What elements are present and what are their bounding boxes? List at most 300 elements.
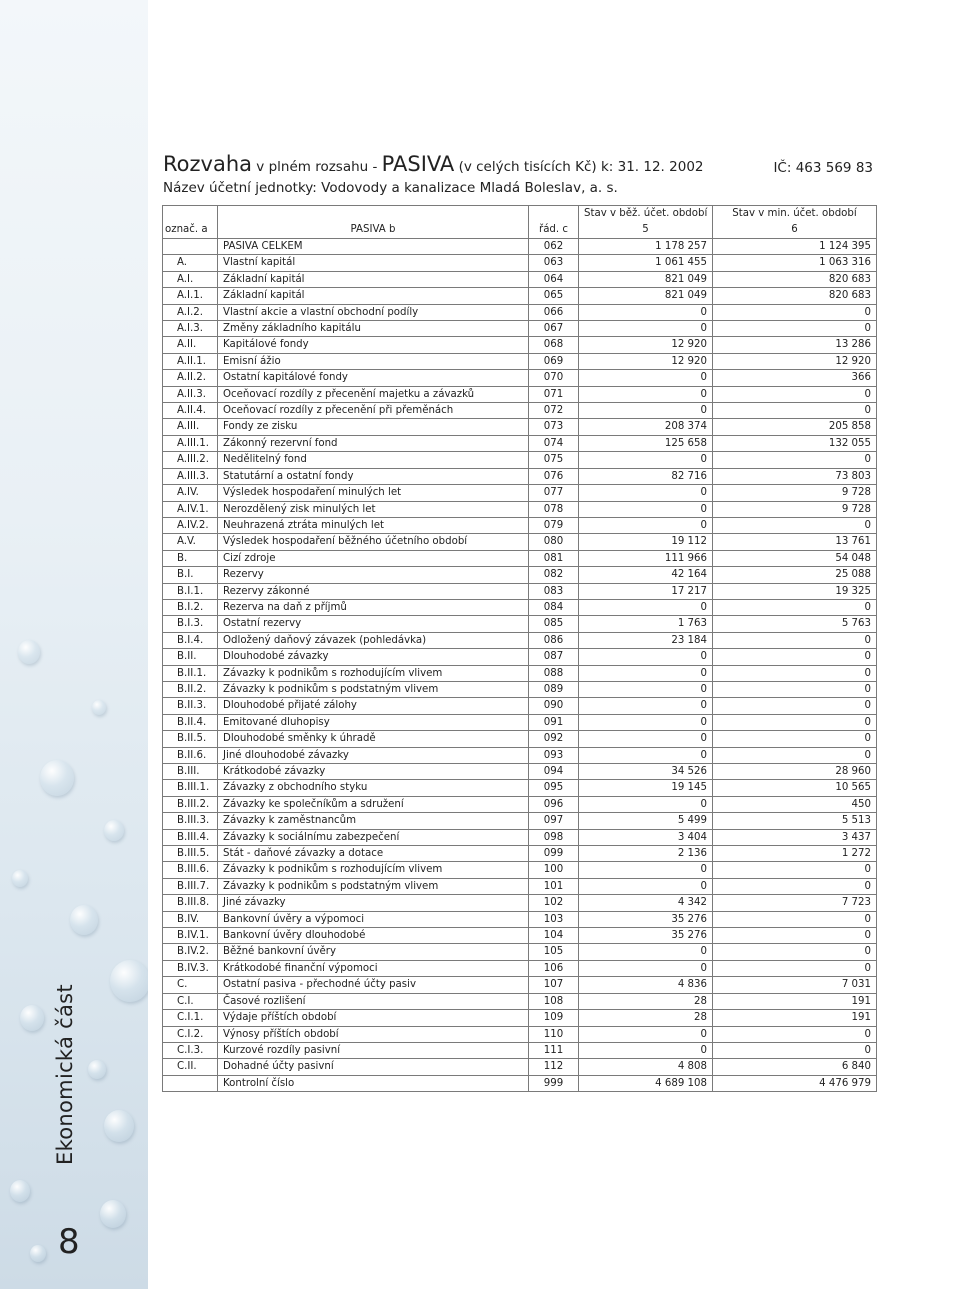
row-previous-value: 12 920: [713, 353, 877, 369]
row-previous-value: 0: [713, 649, 877, 665]
row-current-value: 0: [579, 304, 713, 320]
row-name: Závazky z obchodního styku: [218, 780, 529, 796]
row-previous-value: 6 840: [713, 1059, 877, 1075]
table-row: [163, 567, 877, 583]
row-current-value: 82 716: [579, 468, 713, 484]
row-mark: A.IV.1.: [163, 501, 218, 517]
row-number: 097: [529, 813, 579, 829]
row-name: Závazky k podnikům s podstatným vlivem: [218, 878, 529, 894]
row-mark: B.III.8.: [163, 895, 218, 911]
row-name: Dlouhodobé závazky: [218, 649, 529, 665]
row-number: 078: [529, 501, 579, 517]
row-name: Nerozdělený zisk minulých let: [218, 501, 529, 517]
water-drop-icon: [88, 1060, 106, 1079]
row-mark: B.III.6.: [163, 862, 218, 878]
page-title: [163, 152, 873, 176]
row-number: 066: [529, 304, 579, 320]
row-number: 090: [529, 698, 579, 714]
row-previous-value: 0: [713, 747, 877, 763]
row-name: Jiné dlouhodobé závazky: [218, 747, 529, 763]
row-current-value: 0: [579, 698, 713, 714]
row-current-value: 0: [579, 403, 713, 419]
row-previous-value: 0: [713, 731, 877, 747]
header-name: PASIVA b: [218, 222, 529, 239]
row-current-value: 0: [579, 878, 713, 894]
table-row: [163, 550, 877, 566]
table-row: [163, 353, 877, 369]
row-number: 079: [529, 517, 579, 533]
row-mark: B.II.3.: [163, 698, 218, 714]
row-previous-value: 205 858: [713, 419, 877, 435]
table-row: [163, 649, 877, 665]
row-mark: B.III.4.: [163, 829, 218, 845]
row-previous-value: 0: [713, 452, 877, 468]
water-drop-icon: [30, 1245, 46, 1262]
table-row: [163, 911, 877, 927]
row-previous-value: 366: [713, 370, 877, 386]
decorative-sidebar: [0, 0, 148, 1289]
row-number: 105: [529, 944, 579, 960]
row-previous-value: 0: [713, 321, 877, 337]
table-row: [163, 796, 877, 812]
table-row: [163, 862, 877, 878]
table-row: [163, 239, 877, 255]
water-drop-icon: [100, 1200, 126, 1228]
row-mark: B.IV.2.: [163, 944, 218, 960]
header-current-period: Stav v běž. účet. období: [579, 206, 713, 223]
table-header-row: [163, 206, 877, 223]
water-drop-icon: [104, 1110, 134, 1142]
row-current-value: 28: [579, 993, 713, 1009]
row-current-value: 0: [579, 960, 713, 976]
table-row: [163, 288, 877, 304]
table-row: [163, 370, 877, 386]
row-number: 104: [529, 928, 579, 944]
row-previous-value: 0: [713, 403, 877, 419]
row-current-value: 5 499: [579, 813, 713, 829]
row-number: 069: [529, 353, 579, 369]
row-mark: B.: [163, 550, 218, 566]
row-previous-value: 1 063 316: [713, 255, 877, 271]
water-drop-icon: [110, 960, 148, 1002]
row-current-value: 1 178 257: [579, 239, 713, 255]
row-previous-value: 13 286: [713, 337, 877, 353]
row-number: 084: [529, 599, 579, 615]
row-name: Dohadné účty pasivní: [218, 1059, 529, 1075]
row-current-value: 1 763: [579, 616, 713, 632]
row-number: 081: [529, 550, 579, 566]
row-mark: A.II.: [163, 337, 218, 353]
row-current-value: 0: [579, 452, 713, 468]
row-mark: B.I.4.: [163, 632, 218, 648]
row-name: Bankovní úvěry a výpomoci: [218, 911, 529, 927]
row-number: 072: [529, 403, 579, 419]
row-name: Časové rozlišení: [218, 993, 529, 1009]
row-number: 074: [529, 435, 579, 451]
row-current-value: 0: [579, 665, 713, 681]
water-drop-icon: [70, 905, 98, 935]
row-number: 110: [529, 1026, 579, 1042]
row-number: 073: [529, 419, 579, 435]
row-previous-value: 820 683: [713, 288, 877, 304]
header-previous-period: Stav v min. účet. období: [713, 206, 877, 223]
row-name: Běžné bankovní úvěry: [218, 944, 529, 960]
row-number: 065: [529, 288, 579, 304]
row-mark: [163, 239, 218, 255]
row-previous-value: 0: [713, 681, 877, 697]
row-mark: B.III.3.: [163, 813, 218, 829]
table-row: [163, 1042, 877, 1058]
row-mark: B.IV.1.: [163, 928, 218, 944]
row-number: 089: [529, 681, 579, 697]
title-mid: v plném rozsahu -: [252, 159, 382, 175]
row-number: 109: [529, 1010, 579, 1026]
row-name: Jiné závazky: [218, 895, 529, 911]
row-mark: A.I.: [163, 271, 218, 287]
row-mark: B.II.6.: [163, 747, 218, 763]
row-current-value: 0: [579, 796, 713, 812]
row-current-value: 111 966: [579, 550, 713, 566]
row-mark: B.IV.3.: [163, 960, 218, 976]
row-current-value: 0: [579, 731, 713, 747]
table-row: [163, 452, 877, 468]
row-previous-value: 820 683: [713, 271, 877, 287]
row-current-value: 4 836: [579, 977, 713, 993]
row-name: Emisní ážio: [218, 353, 529, 369]
row-name: Oceňovací rozdíly z přecenění majetku a závazků: [218, 386, 529, 402]
header-col6: 6: [713, 222, 877, 239]
row-number: 080: [529, 534, 579, 550]
row-previous-value: 0: [713, 665, 877, 681]
row-current-value: 12 920: [579, 353, 713, 369]
row-name: Zákonný rezervní fond: [218, 435, 529, 451]
row-name: Krátkodobé finanční výpomoci: [218, 960, 529, 976]
table-row: [163, 304, 877, 320]
row-name: Cizí zdroje: [218, 550, 529, 566]
row-number: 088: [529, 665, 579, 681]
row-previous-value: 10 565: [713, 780, 877, 796]
row-name: Rezerva na daň z příjmů: [218, 599, 529, 615]
row-previous-value: 191: [713, 1010, 877, 1026]
row-mark: B.III.7.: [163, 878, 218, 894]
row-previous-value: 0: [713, 599, 877, 615]
row-current-value: 0: [579, 370, 713, 386]
row-number: 071: [529, 386, 579, 402]
row-number: 102: [529, 895, 579, 911]
row-mark: C.I.2.: [163, 1026, 218, 1042]
table-row: [163, 255, 877, 271]
row-current-value: 0: [579, 1026, 713, 1042]
row-previous-value: 0: [713, 304, 877, 320]
row-number: 070: [529, 370, 579, 386]
row-name: Závazky k zaměstnancům: [218, 813, 529, 829]
row-current-value: 0: [579, 599, 713, 615]
row-number: 096: [529, 796, 579, 812]
row-current-value: 42 164: [579, 567, 713, 583]
table-row: [163, 517, 877, 533]
row-mark: A.III.1.: [163, 435, 218, 451]
row-current-value: 35 276: [579, 911, 713, 927]
row-name: Závazky ke společníkům a sdružení: [218, 796, 529, 812]
row-name: Výsledek hospodaření minulých let: [218, 485, 529, 501]
row-current-value: 0: [579, 747, 713, 763]
row-previous-value: 0: [713, 960, 877, 976]
row-previous-value: 0: [713, 862, 877, 878]
company-id: IČ: 463 569 83: [773, 160, 873, 176]
table-row: [163, 829, 877, 845]
water-drop-icon: [40, 760, 74, 796]
table-row: [163, 878, 877, 894]
row-current-value: 0: [579, 649, 713, 665]
row-name: Kontrolní číslo: [218, 1075, 529, 1091]
title-suffix: (v celých tisících Kč) k: 31. 12. 2002: [454, 159, 704, 175]
table-row: [163, 616, 877, 632]
row-previous-value: 9 728: [713, 485, 877, 501]
row-name: Výnosy příštích období: [218, 1026, 529, 1042]
row-name: Oceňovací rozdíly z přecenění při přeměnách: [218, 403, 529, 419]
row-number: 077: [529, 485, 579, 501]
row-previous-value: 0: [713, 928, 877, 944]
row-previous-value: 0: [713, 878, 877, 894]
section-label: Ekonomická část: [53, 984, 77, 1165]
row-current-value: 23 184: [579, 632, 713, 648]
table-row: [163, 944, 877, 960]
table-row: [163, 977, 877, 993]
table-row: [163, 1075, 877, 1091]
row-mark: A.I.2.: [163, 304, 218, 320]
table-row: [163, 337, 877, 353]
table-row: [163, 632, 877, 648]
row-previous-value: 5 513: [713, 813, 877, 829]
row-mark: C.: [163, 977, 218, 993]
row-name: Ostatní rezervy: [218, 616, 529, 632]
row-current-value: 0: [579, 501, 713, 517]
row-mark: A.II.2.: [163, 370, 218, 386]
row-name: Fondy ze zisku: [218, 419, 529, 435]
row-name: Emitované dluhopisy: [218, 714, 529, 730]
row-current-value: 208 374: [579, 419, 713, 435]
row-mark: B.II.: [163, 649, 218, 665]
row-mark: B.III.1.: [163, 780, 218, 796]
row-mark: A.I.3.: [163, 321, 218, 337]
row-name: PASIVA CELKEM: [218, 239, 529, 255]
water-drop-icon: [92, 700, 106, 715]
table-row: [163, 1026, 877, 1042]
row-name: Vlastní kapitál: [218, 255, 529, 271]
table-row: [163, 321, 877, 337]
row-mark: B.III.: [163, 764, 218, 780]
row-current-value: 0: [579, 681, 713, 697]
row-number: 075: [529, 452, 579, 468]
table-row: [163, 665, 877, 681]
row-name: Změny základního kapitálu: [218, 321, 529, 337]
row-mark: A.II.3.: [163, 386, 218, 402]
row-name: Bankovní úvěry dlouhodobé: [218, 928, 529, 944]
row-name: Základní kapitál: [218, 271, 529, 287]
row-current-value: 4 342: [579, 895, 713, 911]
row-number: 092: [529, 731, 579, 747]
row-previous-value: 54 048: [713, 550, 877, 566]
row-mark: B.I.: [163, 567, 218, 583]
row-name: Závazky k podnikům s rozhodujícím vlivem: [218, 862, 529, 878]
row-number: 112: [529, 1059, 579, 1075]
row-current-value: 34 526: [579, 764, 713, 780]
row-previous-value: 450: [713, 796, 877, 812]
page-number: 8: [58, 1222, 80, 1262]
row-mark: [163, 1075, 218, 1091]
row-number: 107: [529, 977, 579, 993]
row-current-value: 0: [579, 944, 713, 960]
row-number: 099: [529, 846, 579, 862]
row-current-value: 0: [579, 485, 713, 501]
row-current-value: 35 276: [579, 928, 713, 944]
row-number: 093: [529, 747, 579, 763]
row-previous-value: 25 088: [713, 567, 877, 583]
table-row: [163, 813, 877, 829]
row-number: 091: [529, 714, 579, 730]
row-number: 108: [529, 993, 579, 1009]
table-row: [163, 993, 877, 1009]
row-number: 095: [529, 780, 579, 796]
table-row: [163, 731, 877, 747]
row-number: 085: [529, 616, 579, 632]
table-row: [163, 714, 877, 730]
row-current-value: 125 658: [579, 435, 713, 451]
row-current-value: 821 049: [579, 288, 713, 304]
row-number: 101: [529, 878, 579, 894]
table-row: [163, 485, 877, 501]
row-mark: A.II.1.: [163, 353, 218, 369]
row-current-value: 4 689 108: [579, 1075, 713, 1091]
row-number: 062: [529, 239, 579, 255]
row-number: 064: [529, 271, 579, 287]
row-previous-value: 0: [713, 1026, 877, 1042]
row-number: 068: [529, 337, 579, 353]
row-name: Neuhrazená ztráta minulých let: [218, 517, 529, 533]
row-mark: A.: [163, 255, 218, 271]
row-name: Krátkodobé závazky: [218, 764, 529, 780]
row-mark: A.IV.: [163, 485, 218, 501]
table-row: [163, 747, 877, 763]
row-mark: A.III.3.: [163, 468, 218, 484]
row-mark: A.IV.2.: [163, 517, 218, 533]
row-previous-value: 13 761: [713, 534, 877, 550]
row-current-value: 3 404: [579, 829, 713, 845]
row-number: 082: [529, 567, 579, 583]
table-row: [163, 534, 877, 550]
row-mark: B.II.2.: [163, 681, 218, 697]
row-mark: C.I.3.: [163, 1042, 218, 1058]
row-current-value: 821 049: [579, 271, 713, 287]
row-previous-value: 0: [713, 911, 877, 927]
title-pasiva: PASIVA: [381, 152, 455, 176]
row-name: Dlouhodobé přijaté zálohy: [218, 698, 529, 714]
row-current-value: 0: [579, 517, 713, 533]
row-mark: A.II.4.: [163, 403, 218, 419]
table-row: [163, 681, 877, 697]
row-mark: A.V.: [163, 534, 218, 550]
row-number: 063: [529, 255, 579, 271]
row-previous-value: 0: [713, 1042, 877, 1058]
row-previous-value: 0: [713, 386, 877, 402]
row-number: 067: [529, 321, 579, 337]
row-current-value: 0: [579, 1042, 713, 1058]
water-drop-icon: [10, 1180, 30, 1202]
row-previous-value: 0: [713, 632, 877, 648]
row-mark: A.III.: [163, 419, 218, 435]
row-mark: B.IV.: [163, 911, 218, 927]
table-row: [163, 419, 877, 435]
table-row: [163, 846, 877, 862]
row-number: 083: [529, 583, 579, 599]
row-mark: B.III.2.: [163, 796, 218, 812]
row-current-value: 28: [579, 1010, 713, 1026]
row-mark: B.II.4.: [163, 714, 218, 730]
row-mark: A.I.1.: [163, 288, 218, 304]
row-name: Závazky k sociálnímu zabezpečení: [218, 829, 529, 845]
row-current-value: 0: [579, 862, 713, 878]
row-previous-value: 3 437: [713, 829, 877, 845]
row-mark: B.II.5.: [163, 731, 218, 747]
table-row: [163, 698, 877, 714]
header-row-number: řád. c: [529, 222, 579, 239]
table-row: [163, 271, 877, 287]
table-row: [163, 960, 877, 976]
table-row: [163, 928, 877, 944]
row-name: Odložený daňový závazek (pohledávka): [218, 632, 529, 648]
row-previous-value: 73 803: [713, 468, 877, 484]
row-previous-value: 4 476 979: [713, 1075, 877, 1091]
row-previous-value: 19 325: [713, 583, 877, 599]
table-row: [163, 501, 877, 517]
table-row: [163, 386, 877, 402]
row-previous-value: 9 728: [713, 501, 877, 517]
row-current-value: 19 145: [579, 780, 713, 796]
table-row: [163, 435, 877, 451]
row-previous-value: 132 055: [713, 435, 877, 451]
table-row: [163, 403, 877, 419]
water-drop-icon: [20, 1005, 44, 1031]
row-name: Ostatní pasiva - přechodné účty pasiv: [218, 977, 529, 993]
row-current-value: 0: [579, 714, 713, 730]
row-previous-value: 0: [713, 517, 877, 533]
row-name: Výsledek hospodaření běžného účetního období: [218, 534, 529, 550]
row-mark: B.I.1.: [163, 583, 218, 599]
row-previous-value: 0: [713, 698, 877, 714]
row-number: 098: [529, 829, 579, 845]
water-drop-icon: [12, 870, 28, 887]
table-row: [163, 599, 877, 615]
row-name: Nedělitelný fond: [218, 452, 529, 468]
row-mark: B.II.1.: [163, 665, 218, 681]
row-mark: B.I.2.: [163, 599, 218, 615]
table-row: [163, 780, 877, 796]
row-name: Stát - daňové závazky a dotace: [218, 846, 529, 862]
table-row: [163, 1010, 877, 1026]
row-name: Statutární a ostatní fondy: [218, 468, 529, 484]
row-mark: B.III.5.: [163, 846, 218, 862]
row-number: 103: [529, 911, 579, 927]
table-row: [163, 764, 877, 780]
row-number: 100: [529, 862, 579, 878]
row-current-value: 19 112: [579, 534, 713, 550]
row-previous-value: 5 763: [713, 616, 877, 632]
row-number: 111: [529, 1042, 579, 1058]
row-name: Základní kapitál: [218, 288, 529, 304]
table-row: [163, 468, 877, 484]
header-cell: [529, 206, 579, 223]
row-previous-value: 7 031: [713, 977, 877, 993]
